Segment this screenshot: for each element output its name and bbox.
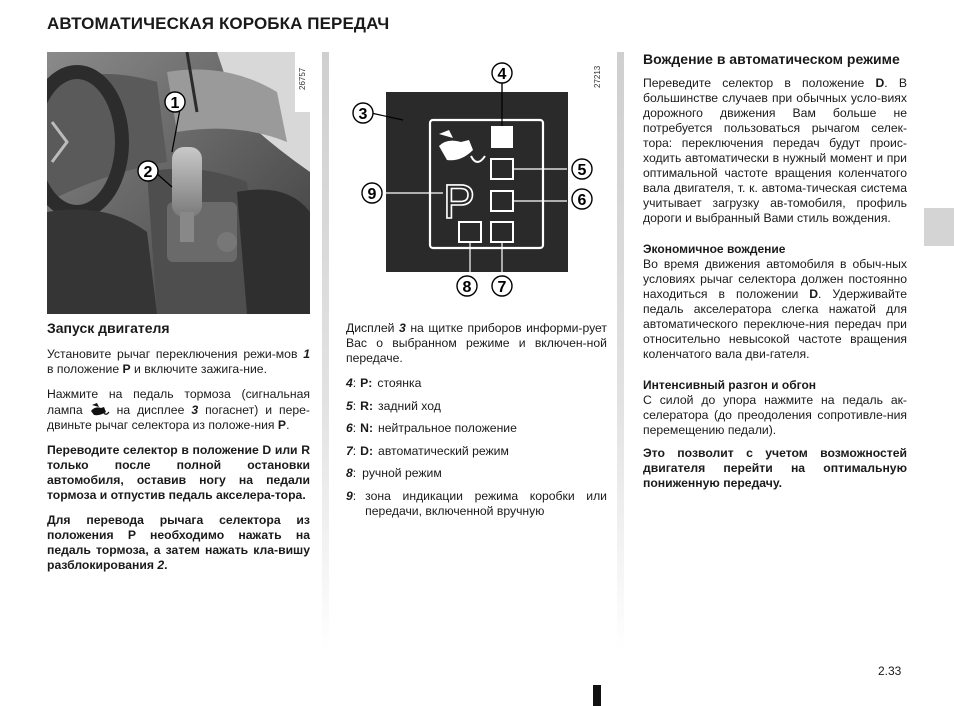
display-letter-p: P — [443, 176, 476, 229]
callout-1: 1 — [170, 95, 180, 112]
selector-unlock-note: Для перевода рычага селектора из положения P необходимо нажать на педаль тормоза, а затем нажать кла-вишу разблокирования 2. — [47, 513, 310, 572]
brake-lamp-icon — [90, 402, 110, 416]
left-column — [47, 319, 310, 583]
figure2-ref-number: 27213 — [593, 65, 602, 88]
interior-photo — [47, 52, 310, 314]
legend-item: 5 : R: задний ход — [346, 398, 441, 413]
section-heading-engine-start: Запуск двигателя — [47, 320, 170, 336]
svg-text:4: 4 — [497, 66, 507, 83]
legend-item: 8 : ручной режим — [346, 466, 442, 480]
section-heading-auto-mode: Вождение в автоматическом режиме — [643, 51, 900, 67]
column-divider-left — [322, 52, 329, 652]
interior-photo-illustration — [47, 52, 310, 314]
engine-start-warning: Переводите селектор в положение D или R только после полной остановки автомобиля, оставив ногу на педали тормоза и отпустив педаль акселера-тора. — [47, 443, 310, 502]
middle-column — [346, 321, 607, 526]
callout-9 — [362, 183, 382, 203]
svg-text:9: 9 — [367, 186, 377, 203]
callout-6 — [572, 189, 592, 209]
indicator-p-filled — [491, 126, 513, 148]
auto-mode-text: Переведите селектор в положение D. В большинстве случаев при обычных усло-виях дорожного движения Вам больше не потребуется пользоваться рычагом селек-тора: переключения передач будут проис-ходить автоматически в нужный момент и при оптимальной частоте вращения коленчатого вала двигателя, т. к. автома-тическая система учитывает загрузку ав-томобиля, профиль дороги и выбранный Вами стиль вождения. — [643, 76, 907, 225]
chapter-tab — [924, 208, 954, 246]
svg-text:3: 3 — [358, 106, 368, 123]
callout-3 — [353, 103, 373, 123]
svg-text:7: 7 — [497, 279, 507, 296]
kickdown-result: Это позволит с учетом возможностей двигателя перейти на оптимальную пониженную передачу. — [643, 446, 907, 490]
gear-display-diagram — [343, 58, 603, 298]
svg-text:5: 5 — [577, 162, 587, 179]
callout-4 — [492, 63, 512, 83]
right-column — [643, 50, 907, 501]
callout-8 — [457, 276, 477, 296]
callout-5 — [572, 159, 592, 179]
page-number: 2.33 — [878, 664, 902, 678]
economy-text: Во время движения автомобиля в обыч-ных условиях рычаг селектора должен постоянно находиться в положении D. Удерживайте педаль акселератора слегка нажатой для автоматического переключе-ния передач при относительно невысокой частоте вращения коленчатого вала дви-гателя. — [643, 257, 907, 361]
subheading-economy: Экономичное вождение — [643, 242, 786, 256]
display-legend — [346, 376, 607, 519]
legend-item: 7 : D: автоматический режим — [346, 443, 509, 458]
page-title: АВТОМАТИЧЕСКАЯ КОРОБКА ПЕРЕДАЧ — [47, 14, 390, 33]
kickdown-text: С силой до упора нажмите на педаль ак-селератора (до преодоления сопротивле-ния перемещению педали). — [643, 393, 907, 437]
legend-item: 9 : зона индикации режима коробки или передачи, включенной вручную — [346, 488, 607, 518]
legend-item: 4 : P: стоянка — [346, 376, 422, 390]
callout-2: 2 — [143, 164, 153, 181]
callout-7 — [492, 276, 512, 296]
engine-start-step1: Установите рычаг переключения режи-мов 1 в положение P и включите зажига-ние. — [47, 347, 310, 376]
engine-start-step2: Нажмите на педаль тормоза (сигнальная лампа на дисплее 3 погаснет) и пере-двиньте рычаг селектора из положе-ния P. — [47, 387, 310, 432]
svg-text:8: 8 — [462, 279, 472, 296]
legend-item: 6 : N: нейтральное положение — [346, 421, 517, 435]
print-mark — [593, 685, 601, 706]
figure1-ref-number: 26757 — [298, 67, 307, 90]
column-divider-right — [617, 52, 624, 652]
subheading-kickdown: Интенсивный разгон и обгон — [643, 378, 817, 392]
svg-text:6: 6 — [577, 192, 587, 209]
display-intro: Дисплей 3 на щитке приборов информи-рует Вас о выбранном режиме и включен-ной передаче. — [346, 321, 607, 365]
